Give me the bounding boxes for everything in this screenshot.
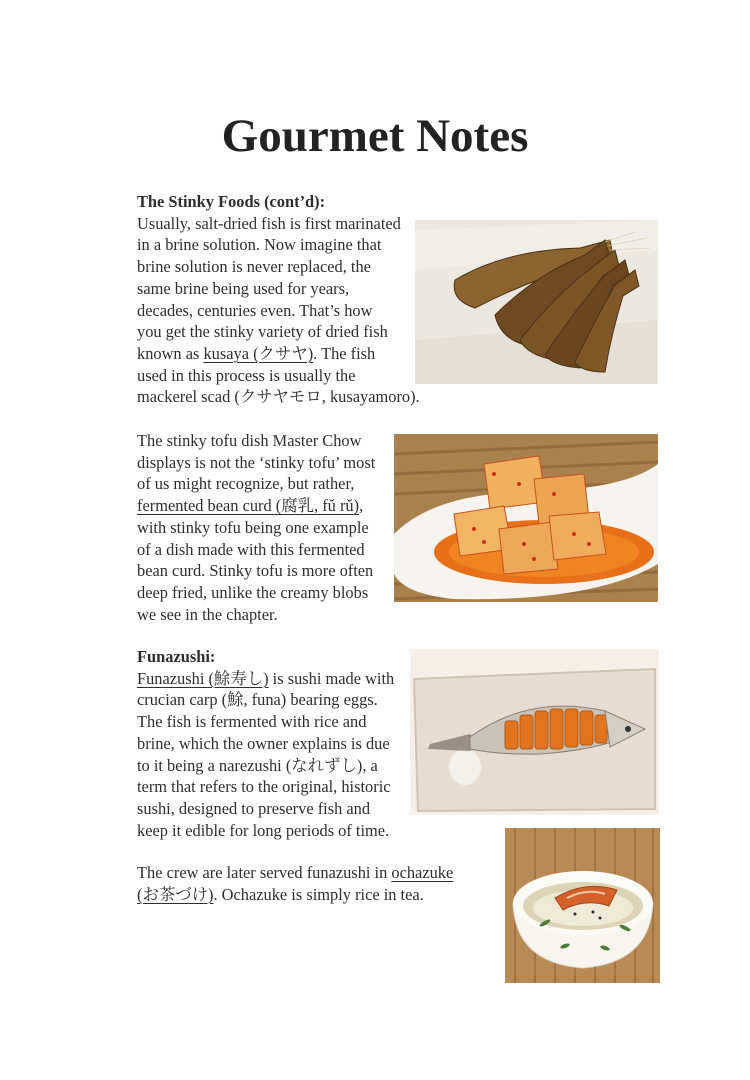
body-line: of us might recognize, but rather, xyxy=(137,474,355,494)
body-line: same brine being used for years, xyxy=(137,278,350,298)
section-funazushi xyxy=(137,646,394,841)
body-line xyxy=(137,884,453,906)
section-heading: The Stinky Foods (cont’d): xyxy=(137,192,326,211)
body-line: crucian carp (鮽, funa) bearing eggs. xyxy=(137,690,378,710)
funazushi-plate-photo xyxy=(410,649,659,815)
body-line: keep it edible for long periods of time. xyxy=(137,820,390,840)
body-line xyxy=(137,668,394,690)
dried-fish-photo xyxy=(415,220,658,384)
kusaya-link[interactable]: kusaya (クサヤ) xyxy=(203,343,314,363)
section-stinky-tofu xyxy=(137,430,375,625)
funazushi-link[interactable]: Funazushi (鮽寿し) xyxy=(137,668,269,688)
text: is sushi made with xyxy=(268,668,395,688)
text: known as xyxy=(137,343,204,363)
body-line: in a brine solution. Now imagine that xyxy=(137,235,382,255)
body-line: with stinky tofu being one example xyxy=(137,517,369,537)
page-title: Gourmet Notes xyxy=(221,110,529,162)
body-line: to it being a narezushi (なれずし), a xyxy=(137,755,378,775)
body-line: you get the stinky variety of dried fish xyxy=(137,322,388,342)
body-line: bean curd. Stinky tofu is more often xyxy=(137,561,374,581)
fermented-bean-curd-link[interactable]: fermented bean curd (腐乳, fǔ rǔ) xyxy=(137,496,360,516)
section-ochazuke xyxy=(137,862,453,905)
ochazuke-bowl-photo xyxy=(505,828,660,983)
body-line: The stinky tofu dish Master Chow xyxy=(137,431,362,450)
section-heading: Funazushi: xyxy=(137,647,216,666)
body-line: displays is not the ‘stinky tofu’ most xyxy=(137,452,376,472)
body-line: mackerel scad (クサヤモロ, kusayamoro). xyxy=(137,387,420,407)
body-line: deep fried, unlike the creamy blobs xyxy=(137,582,369,602)
body-line xyxy=(137,495,375,517)
body-line: The fish is fermented with rice and xyxy=(137,712,367,732)
text: , xyxy=(359,496,364,516)
text: . Ochazuke is simply rice in tea. xyxy=(213,884,424,904)
body-line: we see in the chapter. xyxy=(137,604,278,624)
body-line: decades, centuries even. That’s how xyxy=(137,300,373,320)
ochazuke-link[interactable]: ochazuke xyxy=(391,863,454,882)
body-line: Usually, salt-dried fish is first marinated xyxy=(137,213,401,233)
section-stinky-foods xyxy=(137,191,420,408)
body-line: used in this process is usually the xyxy=(137,365,356,385)
body-line: sushi, designed to preserve fish and xyxy=(137,798,371,818)
body-line: term that refers to the original, historic xyxy=(137,777,391,797)
body-line: brine, which the owner explains is due xyxy=(137,733,390,753)
ochazuke-kana-link[interactable]: (お茶づけ) xyxy=(137,884,214,904)
fermented-bean-curd-photo xyxy=(394,434,658,602)
body-line xyxy=(137,343,420,365)
body-line xyxy=(137,862,453,884)
text: . The fish xyxy=(313,343,376,363)
body-line: brine solution is never replaced, the xyxy=(137,257,371,277)
text: The crew are later served funazushi in xyxy=(137,863,392,882)
body-line: of a dish made with this fermented xyxy=(137,539,365,559)
